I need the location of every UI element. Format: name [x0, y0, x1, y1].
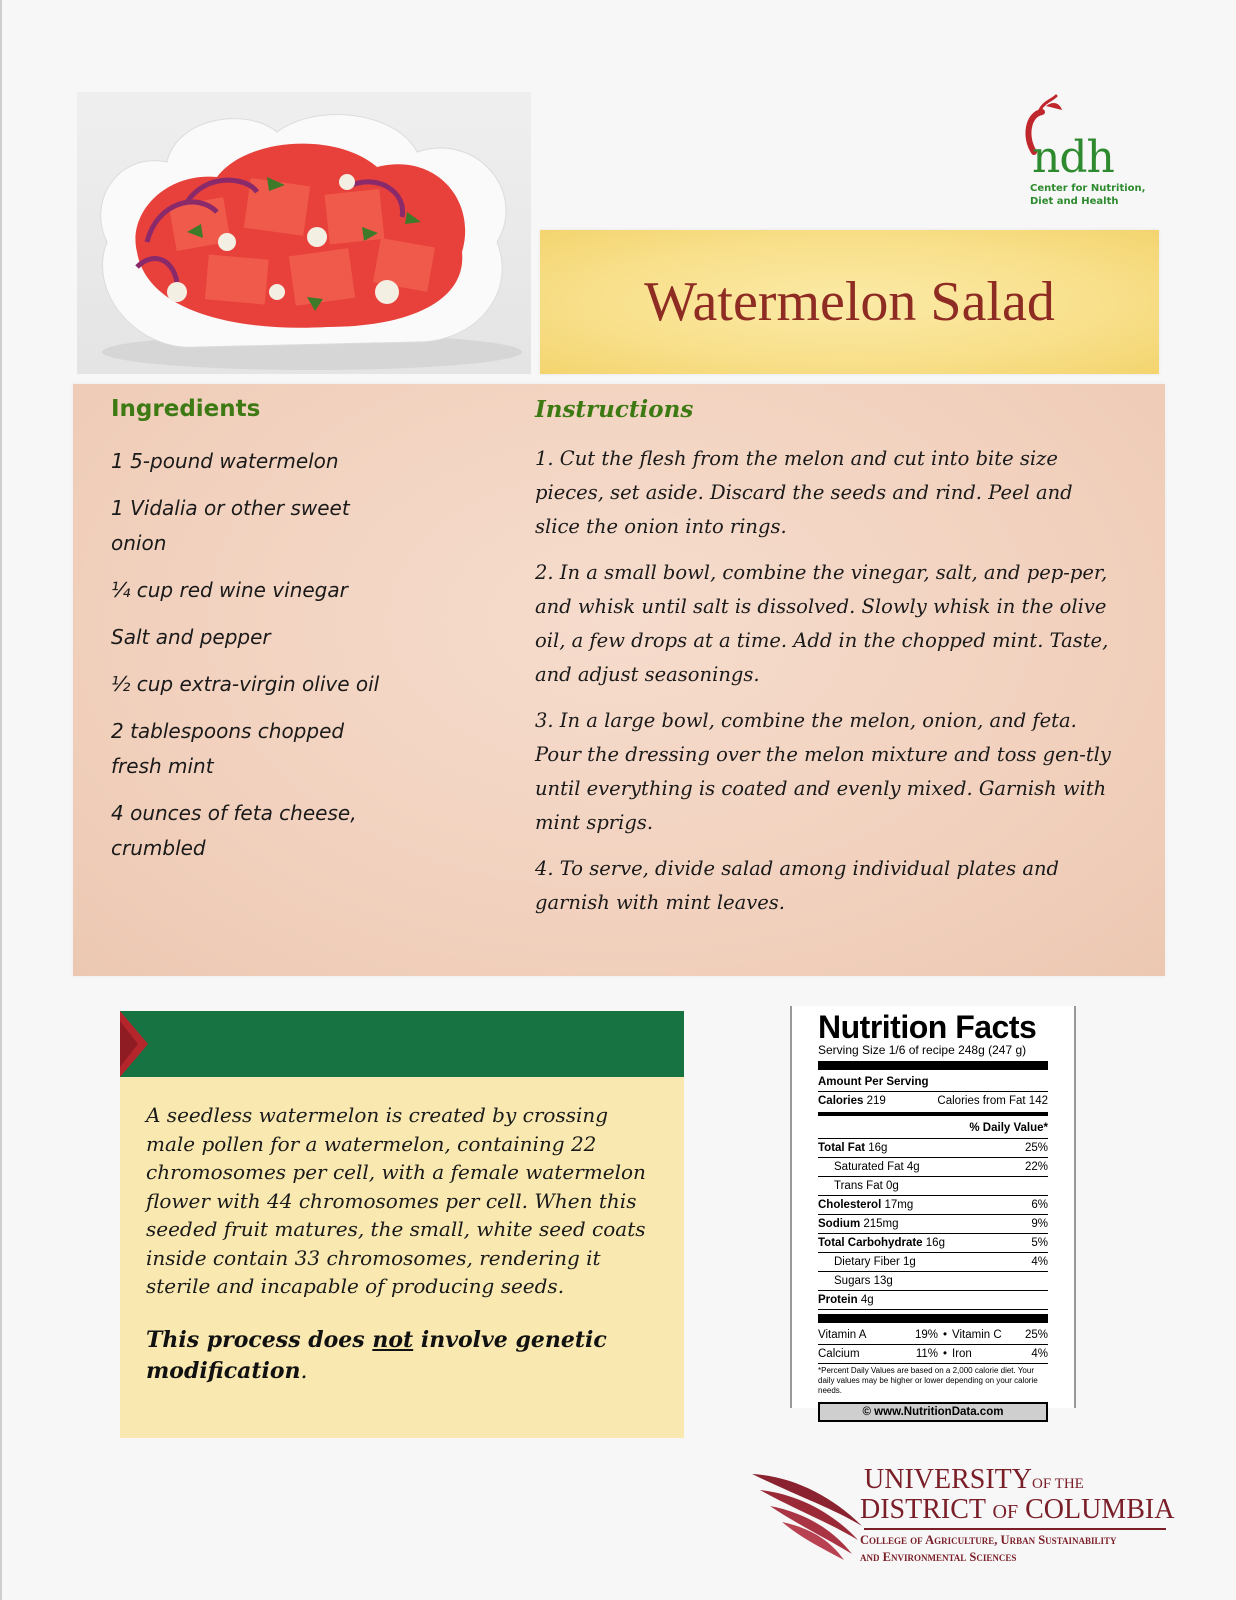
vitamin-b-label: Vitamin C: [952, 1329, 1002, 1341]
vitamin-b-dv: 4%: [1031, 1348, 1048, 1360]
fact-note-end: involve genetic modification: [146, 1327, 607, 1384]
nutrient-row: [818, 1177, 1048, 1196]
udc-college-line2: and Environmental Sciences: [860, 1550, 1017, 1564]
nutrient-row: [818, 1139, 1048, 1158]
instructions-heading: Instructions: [535, 396, 694, 423]
vitamin-separator: •: [942, 1348, 948, 1360]
ndh-subtitle: [1030, 182, 1160, 208]
ndh-subtitle-line2: Diet and Health: [1030, 196, 1119, 207]
nutrient-label: Sugars: [834, 1275, 871, 1287]
vitamin-row: [818, 1345, 1048, 1364]
vitamin-a-dv: 19%: [914, 1329, 938, 1341]
nutrient-daily-value: 6%: [1031, 1199, 1048, 1211]
udc-rule: [864, 1528, 1166, 1530]
fact-text: A seedless watermelon is created by crossing male pollen for a watermelon, containing 22 chromosomes per cell, with a female watermelon flower with 44 chromosomes per cell. When this seeded fruit matures, the small, white seed coats inside contain 33 chromosomes, rendering it sterile and incapable of producing seeds.: [146, 1103, 646, 1298]
nutrient-label: Total Fat: [818, 1142, 866, 1154]
udc-district: DISTRICT: [860, 1494, 986, 1525]
nutrient-row: [818, 1253, 1048, 1272]
recipe-panel: [73, 384, 1165, 976]
wing-icon: [752, 1466, 872, 1561]
nutrient-label: Dietary Fiber: [834, 1256, 900, 1268]
instruction-step: 3. In a large bowl, combine the melon, onion, and feta. Pour the dressing over the melon mixture and toss gen-tly until everything is coated and evenly mixed. Garnish with mint sprigs.: [535, 709, 1111, 834]
ingredients-list: [111, 444, 401, 878]
udc-line2: [860, 1496, 1174, 1526]
title-banner: [540, 230, 1159, 374]
calories-from-fat: Calories from Fat 142: [937, 1095, 1048, 1107]
nutritiondata-credit: © www.NutritionData.com: [818, 1402, 1048, 1422]
udc-university: UNIVERSITY: [864, 1464, 1032, 1495]
nutrient-amount: 4g: [860, 1294, 874, 1306]
nutrient-amount: 17mg: [884, 1199, 914, 1211]
nutrient-name: [818, 1234, 945, 1252]
divider-medium: [818, 1112, 1048, 1116]
udc-college-line1: College of Agriculture, Urban Sustainability: [860, 1533, 1117, 1547]
nutrient-name: [834, 1272, 893, 1290]
instruction-step: 1. Cut the flesh from the melon and cut into bite size pieces, set aside. Discard the seeds and rind. Peel and slice the onion into rings.: [535, 447, 1073, 538]
vitamin-rows: [818, 1326, 1048, 1364]
nutrient-amount: 16g: [925, 1237, 945, 1249]
vitamin-a-dv: 11%: [915, 1348, 938, 1360]
fact-note-period: .: [300, 1359, 308, 1384]
ingredients-heading: Ingredients: [111, 396, 261, 422]
nutrient-amount: 16g: [868, 1142, 888, 1154]
nutrient-row: [818, 1215, 1048, 1234]
nutrient-name: [818, 1291, 874, 1309]
ingredient-item: 1 5-pound watermelon: [111, 449, 339, 473]
amount-per-serving-label: Amount Per Serving: [818, 1076, 929, 1088]
ndh-subtitle-line1: Center for Nutrition,: [1030, 183, 1146, 194]
fact-box-header-bar: [120, 1011, 684, 1077]
nutrient-row: [818, 1272, 1048, 1291]
nutrient-name: [834, 1253, 916, 1271]
nutrient-name: [818, 1139, 887, 1157]
fact-box: [120, 1011, 684, 1438]
nutrient-row: [818, 1158, 1048, 1177]
nutrition-title: Nutrition Facts: [818, 1009, 1037, 1045]
calories-label: Calories: [818, 1095, 864, 1107]
nutrient-amount: 215mg: [863, 1218, 899, 1230]
nutrient-amount: 13g: [873, 1275, 893, 1287]
udc-college: [860, 1532, 1117, 1566]
calories-value: 219: [866, 1095, 886, 1107]
udc-logo: [752, 1464, 1175, 1576]
nutrient-row: [818, 1234, 1048, 1253]
nutrient-amount: 0g: [885, 1180, 899, 1192]
serving-size: Serving Size 1/6 of recipe 248g (247 g): [818, 1043, 1027, 1057]
fact-note-start: This process does: [146, 1327, 373, 1353]
nutrient-row: [818, 1291, 1048, 1310]
vitamin-a-label: Vitamin A: [818, 1329, 867, 1341]
ndh-wordmark: ndh: [1032, 132, 1114, 183]
nutrition-footnote: *Percent Daily Values are based on a 2,000 calorie diet. Your daily values may be higher or lower depending on your calorie needs.: [818, 1366, 1038, 1395]
daily-value-header: % Daily Value*: [818, 1118, 1048, 1139]
nutrient-label: Cholesterol: [818, 1199, 882, 1211]
instructions-list: [535, 442, 1115, 932]
vitamin-row: [818, 1326, 1048, 1345]
instruction-step: 2. In a small bowl, combine the vinegar, salt, and pep-per, and whisk until salt is dissolved. Slowly whisk in the olive oil, a few drops at a time. Add in the chopped mint. Taste, and adjust seasonings.: [535, 561, 1109, 686]
nutrient-row: [818, 1196, 1048, 1215]
vitamin-separator: •: [942, 1329, 948, 1341]
ingredient-item: 2 tablespoons chopped fresh mint: [111, 719, 345, 778]
nutrient-label: Sodium: [818, 1218, 861, 1230]
nutrient-label: Saturated Fat: [834, 1161, 904, 1173]
nutrient-name: [818, 1215, 899, 1233]
vitamin-b-dv: 25%: [1024, 1329, 1048, 1341]
ingredient-item: Salt and pepper: [111, 625, 271, 649]
nutrient-daily-value: 25%: [1024, 1142, 1048, 1154]
nutrient-rows: [818, 1139, 1048, 1310]
nutrient-name: [834, 1177, 899, 1195]
nutrient-daily-value: 4%: [1031, 1256, 1048, 1268]
udc-of: OF: [992, 1501, 1019, 1523]
divider-thick: [818, 1061, 1048, 1070]
page-title: Watermelon Salad: [644, 271, 1055, 333]
fact-note-emphasis: not: [372, 1327, 414, 1353]
vitamin-a-label: Calcium: [818, 1348, 860, 1360]
nutrient-name: [834, 1158, 920, 1176]
nutrient-label: Total Carbohydrate: [818, 1237, 923, 1249]
nutrient-label: Trans Fat: [834, 1180, 883, 1192]
page-edge: [0, 0, 2, 1600]
nutrient-name: [818, 1196, 913, 1214]
ingredient-item: ¼ cup red wine vinegar: [111, 578, 348, 602]
udc-columbia: COLUMBIA: [1025, 1494, 1175, 1525]
fact-note: [146, 1325, 651, 1387]
amount-per-serving: [818, 1073, 1048, 1092]
nutrition-facts-label: [790, 1006, 1076, 1418]
ingredient-item: ½ cup extra-virgin olive oil: [111, 672, 380, 696]
ingredient-item: 1 Vidalia or other sweet onion: [111, 496, 350, 555]
nutrient-amount: 4g: [906, 1161, 920, 1173]
instruction-step: 4. To serve, divide salad among individual plates and garnish with mint leaves.: [535, 857, 1059, 914]
divider-thick: [818, 1314, 1048, 1323]
nutrient-daily-value: 22%: [1024, 1161, 1048, 1173]
ndh-logo: [1020, 92, 1150, 212]
salad-photo: [77, 92, 531, 374]
nutrient-amount: 1g: [903, 1256, 916, 1268]
nutrient-daily-value: 5%: [1031, 1237, 1048, 1249]
arrow-right-icon: [120, 1011, 148, 1077]
nutrient-label: Protein: [818, 1294, 858, 1306]
nutrient-daily-value: 9%: [1031, 1218, 1048, 1230]
calories-row: [818, 1092, 1048, 1110]
ingredient-item: 4 ounces of feta cheese, crumbled: [111, 801, 357, 860]
udc-of-the: OF THE: [1032, 1476, 1084, 1492]
vitamin-b-label: Iron: [952, 1348, 972, 1360]
